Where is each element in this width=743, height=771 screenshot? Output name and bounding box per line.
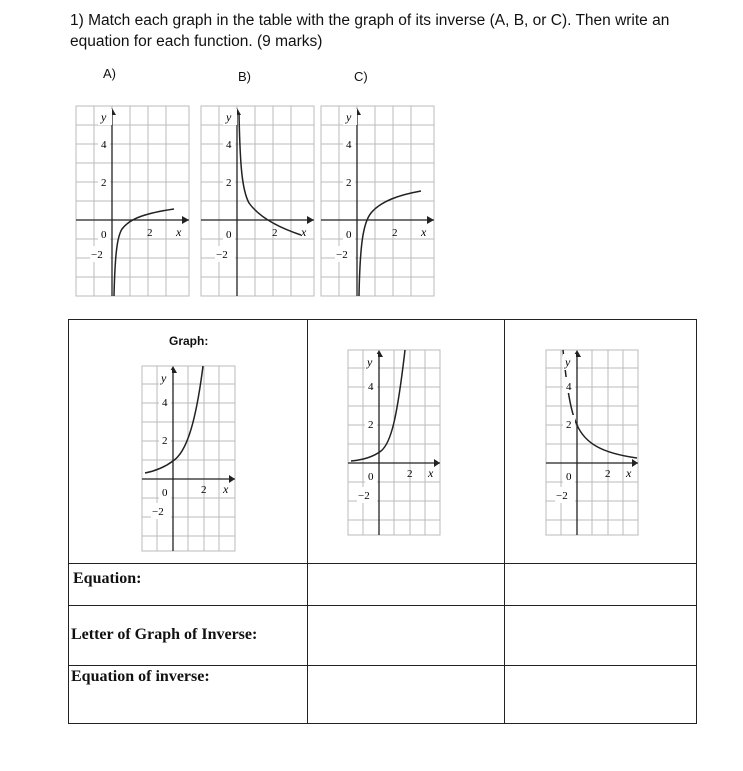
y-label: y [101, 110, 107, 124]
tick-x2: 2 [407, 468, 413, 480]
table-graph-3 [545, 349, 640, 539]
x-arrow [307, 216, 314, 224]
option-a-label: A) [103, 66, 116, 81]
graph-option-c [317, 105, 438, 298]
tick-0: 0 [346, 229, 352, 241]
tick-x2: 2 [392, 227, 398, 239]
tick-x2: 2 [147, 227, 153, 239]
graph-option-b-svg [197, 105, 318, 298]
tick-4: 4 [346, 139, 352, 151]
curve [239, 113, 301, 235]
tick-0: 0 [226, 229, 232, 241]
x-label: x [301, 225, 307, 239]
gridlines [201, 106, 314, 296]
gridlines [321, 106, 434, 296]
x-label: x [176, 225, 182, 239]
inverse-answer-2[interactable] [308, 666, 505, 724]
x-label: x [626, 466, 632, 480]
equation-answer-2[interactable] [308, 564, 505, 606]
graph-title: Graph: [169, 334, 209, 348]
graph-option-b [197, 105, 318, 298]
x-label: x [428, 466, 434, 480]
x-arrow [182, 216, 189, 224]
tick-0: 0 [566, 471, 572, 483]
tick-2: 2 [101, 177, 107, 189]
graph-row [69, 320, 697, 564]
tick-2: 2 [226, 177, 232, 189]
tick-2: 2 [566, 419, 572, 431]
inverse-row [69, 666, 697, 724]
graph-option-c-svg [317, 105, 438, 298]
tick-2: 2 [162, 435, 168, 447]
table-graph-2 [347, 349, 442, 539]
tick-2: 2 [346, 177, 352, 189]
tick-4: 4 [566, 381, 572, 393]
graph-option-a-svg [72, 105, 193, 298]
tick-2: 2 [368, 419, 374, 431]
letter-label: Letter of Graph of Inverse: [71, 626, 258, 643]
option-b-label: B) [238, 69, 251, 84]
tick-0: 0 [368, 471, 374, 483]
curve [114, 209, 174, 296]
graph-cell-2 [308, 320, 505, 564]
y-label: y [226, 110, 232, 124]
letter-row [69, 606, 697, 666]
equation-label: Equation: [73, 570, 142, 587]
x-arrow [427, 216, 434, 224]
tick-4: 4 [101, 139, 107, 151]
inverse-label-cell [69, 666, 308, 724]
graph-cell-3 [505, 320, 697, 564]
y-label: y [346, 110, 352, 124]
tick-neg2: −2 [152, 506, 164, 518]
equation-row [69, 564, 697, 606]
tick-4: 4 [226, 139, 232, 151]
tick-x2: 2 [605, 468, 611, 480]
curve [359, 191, 421, 296]
question-text: 1) Match each graph in the table with the graph of its inverse (A, B, or C). Then write an equation for each function. (9 marks) [70, 12, 670, 50]
gridlines [76, 106, 189, 296]
tick-4: 4 [368, 381, 374, 393]
tick-x2: 2 [272, 227, 278, 239]
tick-neg2: −2 [216, 249, 228, 261]
inverse-label: Equation of inverse: [71, 668, 210, 685]
graph-cell-1 [69, 320, 308, 564]
y-label: y [367, 355, 373, 369]
tick-neg2: −2 [336, 249, 348, 261]
equation-answer-3[interactable] [505, 564, 697, 606]
letter-label-cell [69, 606, 308, 666]
inverse-answer-3[interactable] [505, 666, 697, 724]
y-label: y [565, 355, 571, 369]
letter-answer-3[interactable] [505, 606, 697, 666]
tick-0: 0 [162, 487, 168, 499]
letter-answer-2[interactable] [308, 606, 505, 666]
curve [145, 366, 203, 473]
tick-neg2: −2 [556, 490, 568, 502]
x-label: x [421, 225, 427, 239]
tick-neg2: −2 [358, 490, 370, 502]
tick-x2: 2 [201, 484, 207, 496]
tick-0: 0 [101, 229, 107, 241]
answer-table [68, 319, 697, 724]
equation-label-cell [69, 564, 308, 606]
table-graph-1 [141, 365, 237, 555]
y-label: y [161, 371, 167, 385]
option-c-label: C) [354, 69, 368, 84]
graph-option-a [72, 105, 193, 298]
tick-4: 4 [162, 397, 168, 409]
x-label: x [223, 482, 229, 496]
tick-neg2: −2 [91, 249, 103, 261]
